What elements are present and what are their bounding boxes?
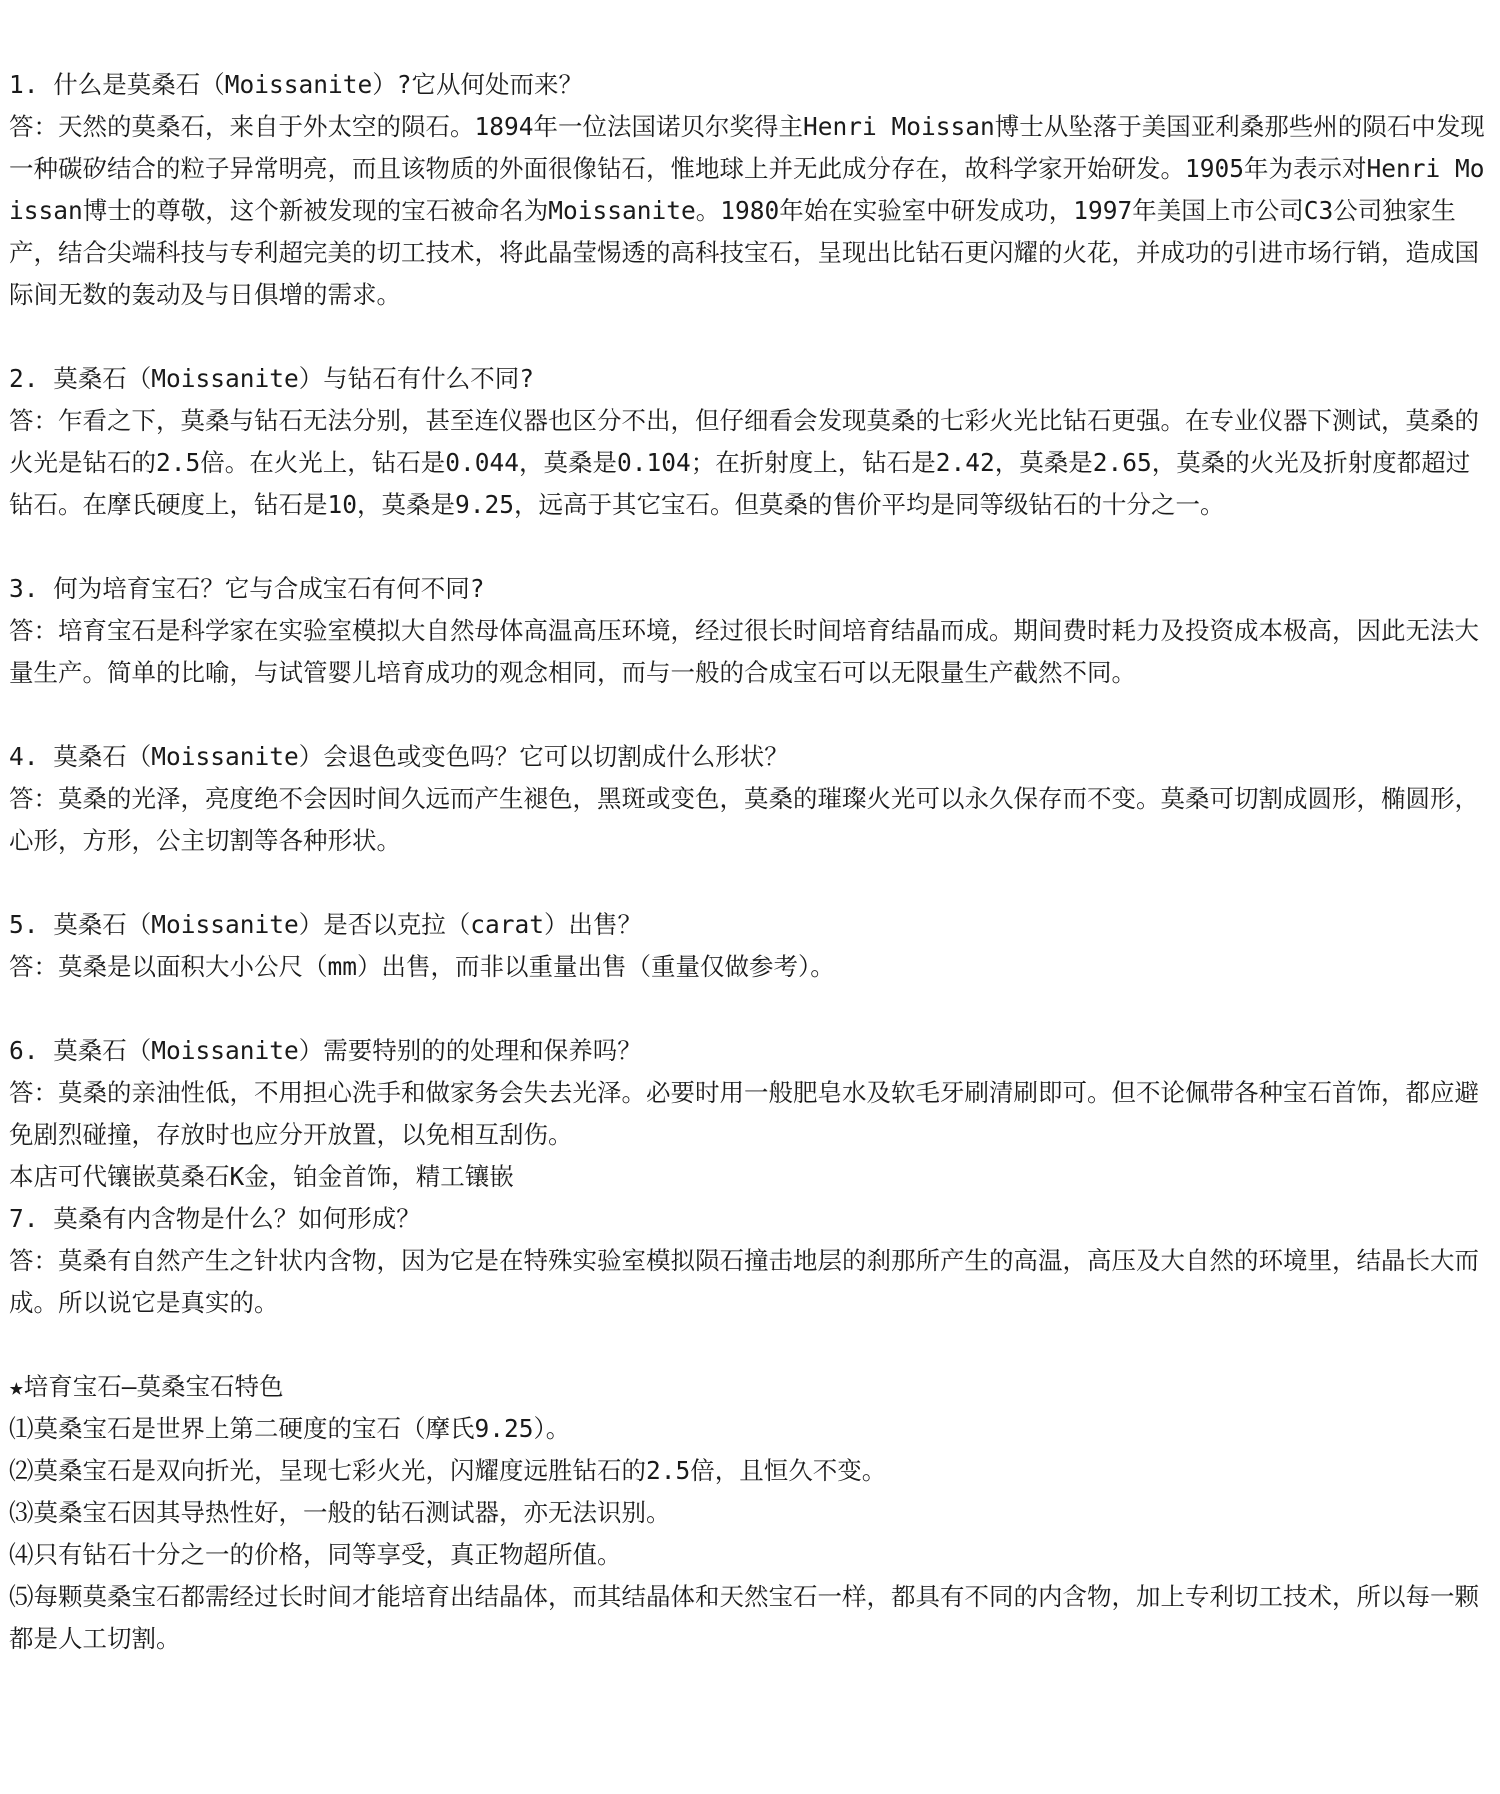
features-title: ★培育宝石—莫桑宝石特色 bbox=[9, 1372, 284, 1401]
question-4: 4. 莫桑石（Moissanite）会退色或变色吗？它可以切割成什么形状？ bbox=[9, 742, 789, 771]
answer-6: 答：莫桑的亲油性低，不用担心洗手和做家务会失去光泽。必要时用一般肥皂水及软毛牙刷清刷即可。但不论佩带各种宝石首饰，都应避免剧烈碰撞，存放时也应分开放置，以免相互刮伤。 bbox=[9, 1078, 1479, 1149]
question-6: 6. 莫桑石（Moissanite）需要特别的的处理和保养吗？ bbox=[9, 1036, 642, 1065]
feature-item-2: ⑵莫桑宝石是双向折光，呈现七彩火光，闪耀度远胜钻石的2.5倍，且恒久不变。 bbox=[9, 1456, 887, 1485]
question-5: 5. 莫桑石（Moissanite）是否以克拉（carat）出售？ bbox=[9, 910, 643, 939]
question-7: 7. 莫桑有内含物是什么？如何形成？ bbox=[9, 1204, 421, 1233]
answer-5: 答：莫桑是以面积大小公尺（mm）出售，而非以重量出售（重量仅做参考）。 bbox=[9, 952, 835, 981]
qa-item-4 bbox=[9, 736, 1491, 862]
qa-item-3 bbox=[9, 568, 1491, 694]
qa-item-6 bbox=[9, 1030, 1491, 1198]
feature-item-5: ⑸每颗莫桑宝石都需经过长时间才能培育出结晶体，而其结晶体和天然宝石一样，都具有不同的内含物，加上专利切工技术，所以每一颗都是人工切割。 bbox=[9, 1582, 1479, 1653]
answer-2: 答：乍看之下，莫桑与钻石无法分别，甚至连仪器也区分不出，但仔细看会发现莫桑的七彩火光比钻石更强。在专业仪器下测试，莫桑的火光是钻石的2.5倍。在火光上，钻石是0.044，莫桑是0.104；在折射度上，钻石是2.42，莫桑是2.65，莫桑的火光及折射度都超过钻石。在摩氏硬度上，钻石是10，莫桑是9.25，远高于其它宝石。但莫桑的售价平均是同等级钻石的十分之一。 bbox=[9, 406, 1479, 519]
qa-item-1 bbox=[9, 64, 1491, 316]
question-2: 2. 莫桑石（Moissanite）与钻石有什么不同? bbox=[9, 364, 535, 393]
faq-document bbox=[9, 64, 1491, 1660]
qa-item-7 bbox=[9, 1198, 1491, 1324]
qa-item-5 bbox=[9, 904, 1491, 988]
answer-3: 答：培育宝石是科学家在实验室模拟大自然母体高温高压环境，经过很长时间培育结晶而成。期间费时耗力及投资成本极高，因此无法大量生产。简单的比喻，与试管婴儿培育成功的观念相同，而与一般的合成宝石可以无限量生产截然不同。 bbox=[9, 616, 1479, 687]
feature-item-1: ⑴莫桑宝石是世界上第二硬度的宝石（摩氏9.25）。 bbox=[9, 1414, 571, 1443]
qa-item-2 bbox=[9, 358, 1491, 526]
question-1: 1. 什么是莫桑石（Moissanite）?它从何处而来？ bbox=[9, 70, 584, 99]
answer-7: 答：莫桑有自然产生之针状内含物，因为它是在特殊实验室模拟陨石撞击地层的刹那所产生的高温，高压及大自然的环境里，结晶长大而成。所以说它是真实的。 bbox=[9, 1246, 1479, 1317]
answer-4: 答：莫桑的光泽，亮度绝不会因时间久远而产生褪色，黑斑或变色，莫桑的璀璨火光可以永久保存而不变。莫桑可切割成圆形，椭圆形，心形，方形，公主切割等各种形状。 bbox=[9, 784, 1479, 855]
feature-item-3: ⑶莫桑宝石因其导热性好，一般的钻石测试器，亦无法识别。 bbox=[9, 1498, 671, 1527]
features-section bbox=[9, 1366, 1491, 1660]
feature-item-4: ⑷只有钻石十分之一的价格，同等享受，真正物超所值。 bbox=[9, 1540, 622, 1569]
answer-1: 答：天然的莫桑石，来自于外太空的陨石。1894年一位法国诺贝尔奖得主Henri Moissan博士从坠落于美国亚利桑那些州的陨石中发现一种碳矽结合的粒子异常明亮，而且该物质的外面很像钻石，惟地球上并无此成分存在，故科学家开始研发。1905年为表示对Henri Moissan博士的尊敬，这个新被发现的宝石被命名为Moissanite。1980年始在实验室中研发成功，1997年美国上市公司C3公司独家生产，结合尖端科技与专利超完美的切工技术，将此晶莹惕透的高科技宝石，呈现出比钻石更闪耀的火花，并成功的引进市场行销，造成国际间无数的轰动及与日俱增的需求。 bbox=[9, 112, 1485, 309]
store-note: 本店可代镶嵌莫桑石K金，铂金首饰，精工镶嵌 bbox=[9, 1162, 514, 1191]
question-3: 3. 何为培育宝石？它与合成宝石有何不同? bbox=[9, 574, 485, 603]
